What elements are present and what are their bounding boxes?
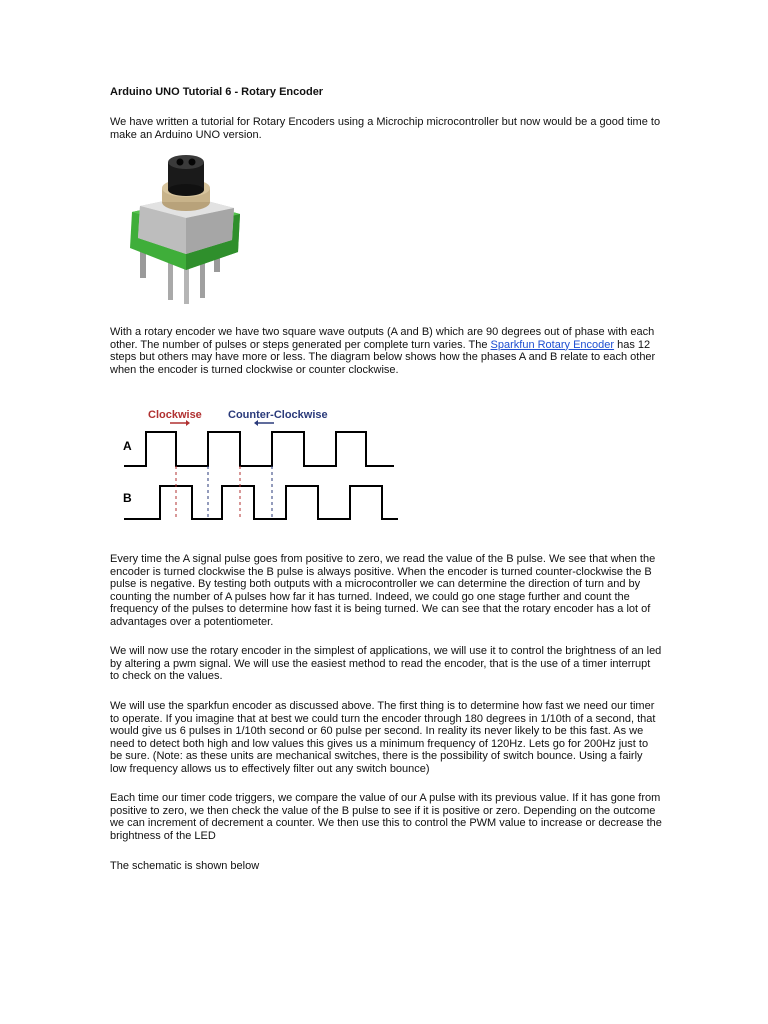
- phase-text-before: With a rotary encoder we have two square wave outputs (A and B) which are 90 degrees out of phase with each other. The number of pulses or steps generated per complete turn varies. The: [110, 326, 655, 351]
- signal-a-label: A: [123, 439, 132, 453]
- counter-clockwise-label: Counter-Clockwise: [228, 409, 328, 421]
- quadrature-timing-diagram: [110, 398, 410, 528]
- signal-b-label: B: [123, 491, 132, 505]
- signal-b-waveform: [124, 486, 398, 519]
- signal-a-waveform: [124, 432, 394, 466]
- direction-paragraph: Every time the A signal pulse goes from positive to zero, we read the value of the B pulse. We see that when the encoder is turned clockwise the B pulse is always positive. When the encoder is turned counter-clockwise the B pulse is negative. By testing both outputs with a microcontroller we can determine the direction of turn and by counting the number of A pulses how far it has turned. Indeed, we could go one stage further and count the frequency of the pulses to determine how fast it is being turned. We can see that the rotary encoder has a lot of advantages over a potentiometer.: [110, 553, 656, 628]
- rotary-encoder-image: [110, 152, 252, 308]
- phase-text-after: has 12 steps but others may have more or less. The diagram below shows how the phases A and B relate to each other when the encoder is turned clockwise or counter clockwise.: [110, 338, 656, 376]
- phase-paragraph: [110, 326, 662, 376]
- page-title: Arduino UNO Tutorial 6 - Rotary Encoder: [110, 86, 324, 98]
- clockwise-label: Clockwise: [148, 409, 202, 421]
- sparkfun-rotary-encoder-link[interactable]: Sparkfun Rotary Encoder: [490, 338, 615, 351]
- schematic-intro: The schematic is shown below: [110, 860, 260, 872]
- application-paragraph: We will now use the rotary encoder in the simplest of applications, we will use it to control the brightness of an led by altering a pwm signal. We will use the easiest method to read the encoder, that is the use of a timer interrupt to check on the values.: [110, 645, 662, 683]
- intro-paragraph: We have written a tutorial for Rotary Encoders using a Microchip microcontroller but now would be a good time to make an Arduino UNO version.: [110, 116, 661, 141]
- timer-code-paragraph: Each time our timer code triggers, we compare the value of our A pulse with its previous value. If it has gone from positive to zero, we then check the value of the B pulse to see if it is positive or zero. Depending on the outcome we can increment of decrement a counter. We then use this to control the PWM value to increase or decrease the brightness of the LED: [110, 792, 662, 842]
- timer-frequency-paragraph: We will use the sparkfun encoder as discussed above. The first thing is to determine how fast we need our timer to operate. If you imagine that at best we could turn the encoder through 180 degrees in 1/10th of a second, that would give us 6 pulses in 1/10th second or 60 pulse per second. In reality its never likely to be this fast. As we need to detect both high and low values this gives us a minimum frequency of 120Hz. Lets go for 200Hz just to be sure. (Note: as these units are mechanical switches, there is the possibility of switch bounce. Using a fairly low frequency allows us to effectively filter out any switch bounce): [110, 700, 656, 775]
